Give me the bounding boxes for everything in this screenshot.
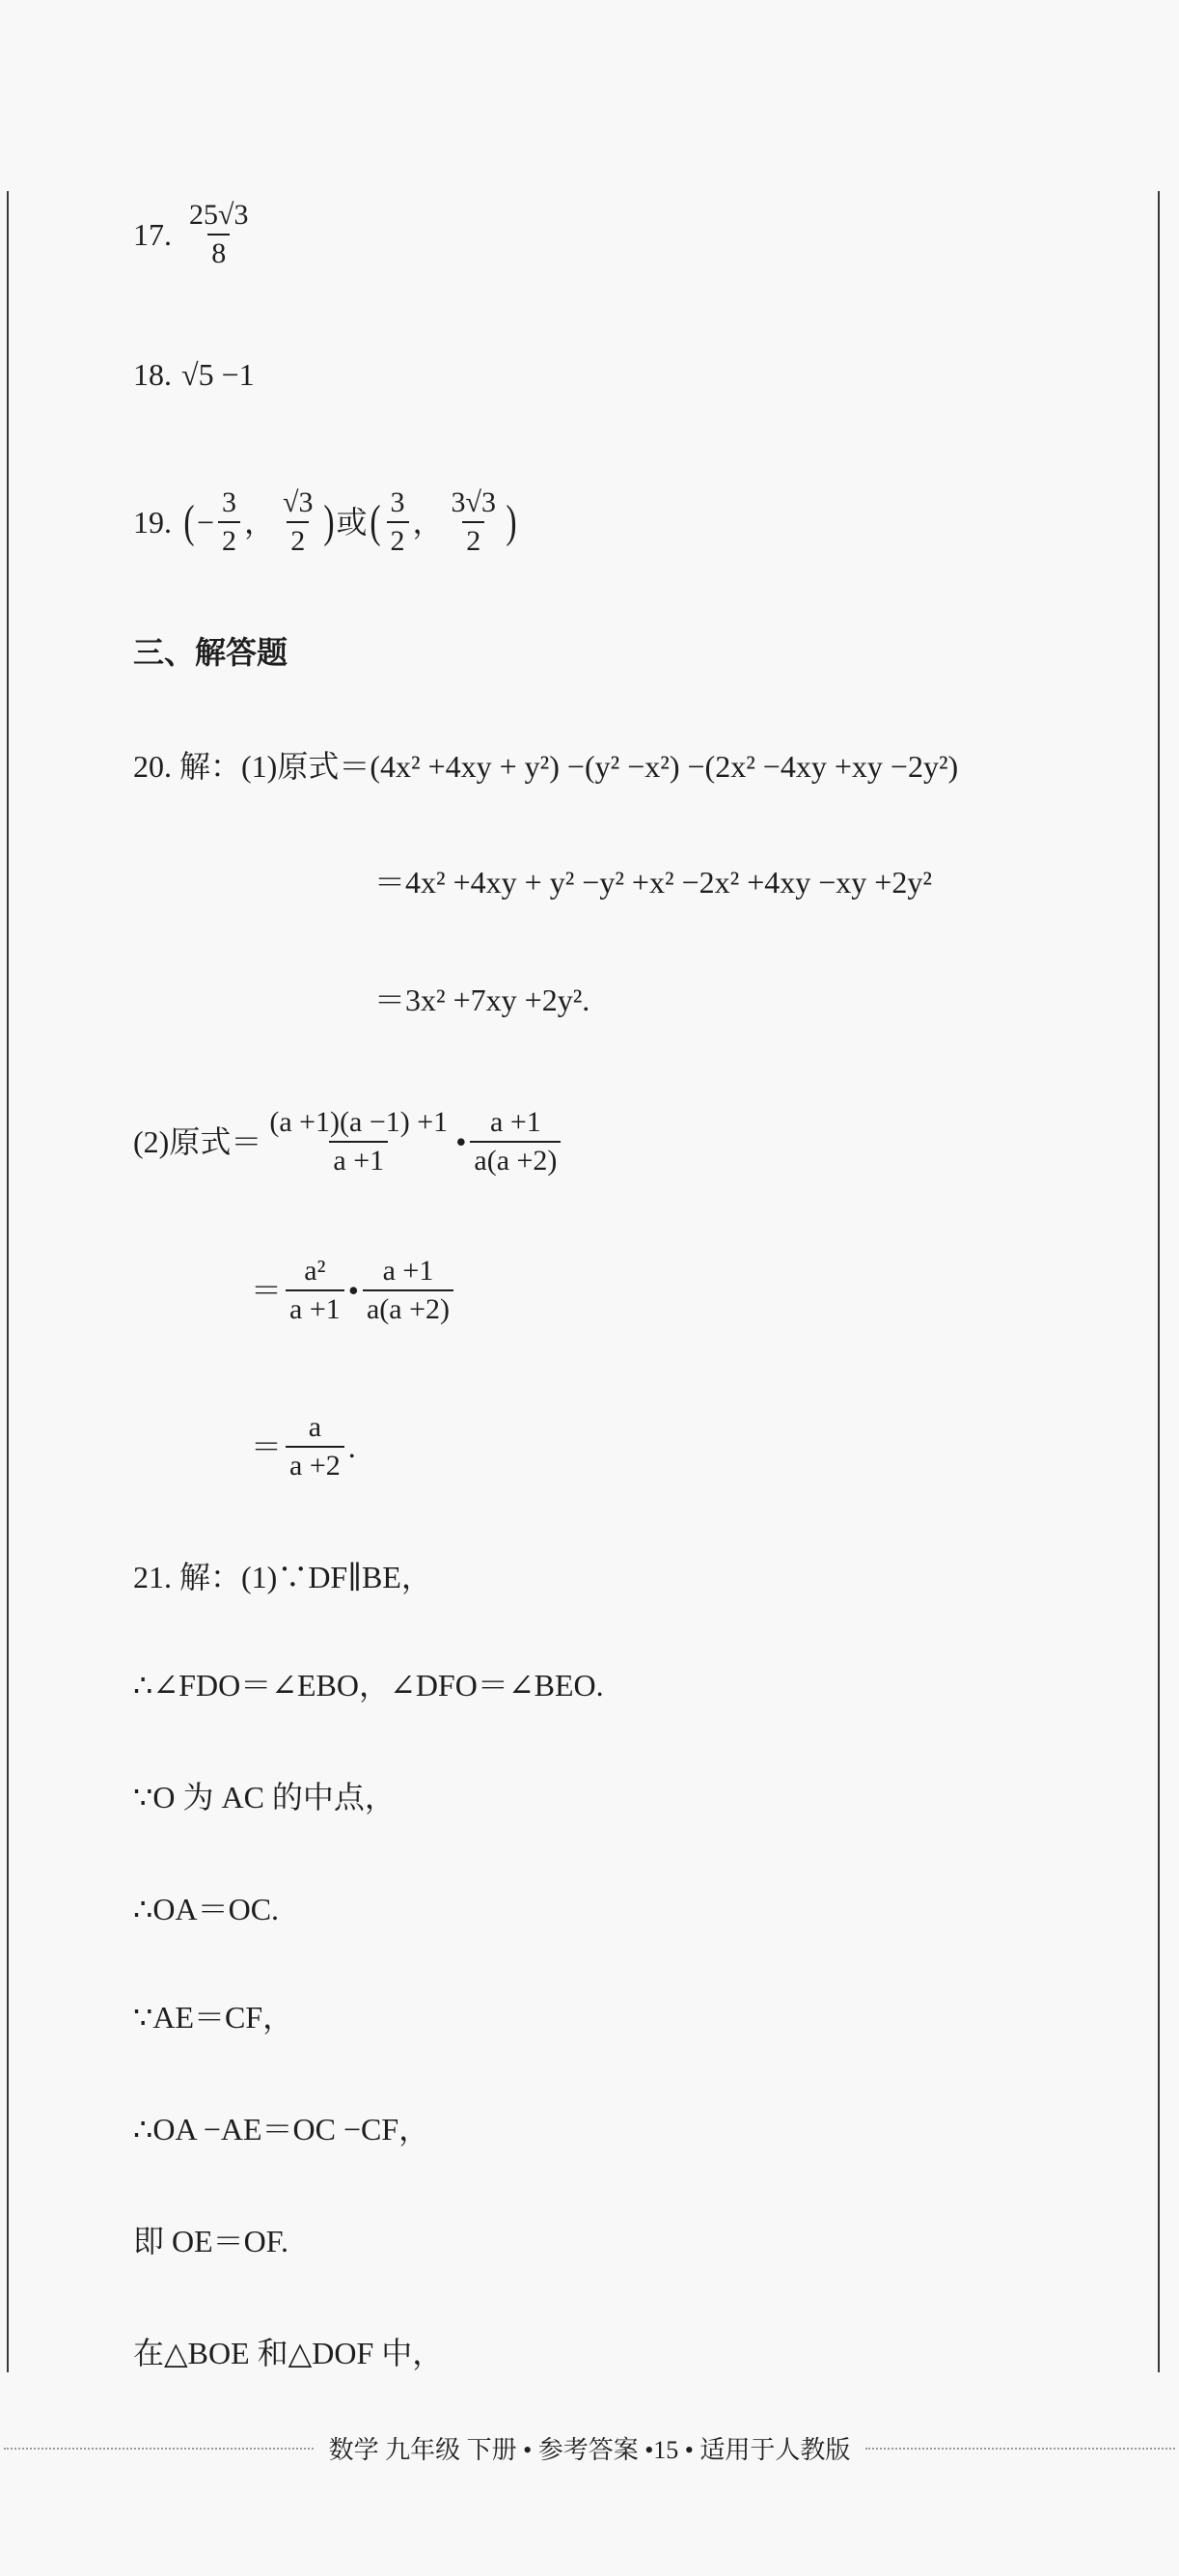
frac-denominator: a(a +2) [470,1141,561,1176]
q20-part-2 [133,1108,564,1176]
answer-19 [133,488,519,556]
multiply-dot: • [347,1273,359,1308]
q21-line-6: ∴OA −AE＝OC −CF， [133,2112,430,2147]
frac-denominator: a(a +2) [363,1289,453,1324]
q20-line-1: 20. 解：(1)原式＝(4x² +4xy + y²) −(y² −x²) −(2x² −4xy +xy −2y²) [133,749,959,784]
answer-18-expression: √5 −1 [181,357,255,392]
frac-numerator: 3 [222,486,237,518]
frac-denominator: a +1 [329,1141,388,1176]
answer-19-frac-3 [387,488,409,556]
frac-denominator: 2 [462,521,484,556]
right-margin-rule [1158,191,1160,2372]
footer-dotted-rule-right [865,2448,1175,2450]
frac-denominator: 2 [387,521,409,556]
frac-numerator: √3 [283,486,314,518]
left-paren: ( [183,496,195,547]
q21-line-7: 即 OE＝OF. [133,2224,289,2258]
frac-numerator: 3√3 [451,486,496,518]
answer-17-numerator: 25√3 [189,199,249,231]
frac-denominator: 2 [287,521,309,556]
footer-dotted-rule-left [4,2448,314,2450]
q20-p2-frac-2 [470,1108,561,1176]
answer-18 [133,359,255,390]
q20-p2-frac-1 [265,1108,452,1176]
q21-line-3: ∵O 为 AC 的中点， [133,1780,396,1814]
q20-line-2: ＝4x² +4xy + y² −y² +x² −2x² +4xy −xy +2y² [374,865,932,900]
q20-p3-frac-1 [286,1257,344,1324]
q21-line-8: 在△BOE 和△DOF 中， [133,2336,444,2370]
answer-19-frac-1 [218,488,240,556]
left-margin-rule [7,191,9,2372]
answer-17 [133,201,256,268]
minus-sign: − [196,505,215,540]
page-footer [0,2430,1179,2466]
q21-line-1: 21. 解：(1)∵DF∥BE， [133,1560,432,1594]
q21-line-4: ∴OA＝OC. [133,1892,280,1926]
answer-17-number: 17. [133,217,172,252]
frac-numerator: a [308,1411,322,1443]
q20-p3-frac-2 [363,1257,453,1324]
part-2-label: (2)原式＝ [133,1124,262,1159]
answer-18-number: 18. [133,357,172,392]
left-paren: ( [369,496,381,547]
answer-17-denominator: 8 [207,234,230,268]
right-paren: ) [506,496,517,547]
frac-numerator: a +1 [490,1106,541,1138]
section-title: 三、解答题 [133,634,288,671]
q20-part-2-step-3 [251,1413,356,1481]
frac-numerator: a +1 [382,1255,434,1287]
equals-sign: ＝ [251,1273,283,1308]
answer-19-frac-4 [448,488,500,556]
footer-text: 数学 九年级 下册 • 参考答案 •15 • 适用于人教版 [328,2436,851,2464]
answer-17-fraction [185,201,252,268]
or-word: 或 [336,505,368,540]
right-paren: ) [322,496,335,547]
frac-denominator: 2 [218,521,240,556]
answer-19-frac-2 [279,488,316,556]
multiply-dot: • [455,1124,467,1159]
frac-denominator: a +1 [286,1289,344,1324]
q20-part-2-step-2 [251,1257,457,1324]
period: . [347,1429,356,1464]
frac-numerator: (a +1)(a −1) +1 [269,1106,449,1138]
frac-denominator: a +2 [286,1446,344,1481]
equals-sign: ＝ [251,1429,283,1464]
answer-19-number: 19. [133,505,172,540]
comma: ， [244,505,276,540]
q20-p4-frac [286,1413,344,1481]
q21-line-5: ∵AE＝CF， [133,2000,294,2035]
q20-line-3: ＝3x² +7xy +2y². [374,983,590,1017]
frac-numerator: a² [304,1255,326,1287]
comma: ， [412,505,444,540]
frac-numerator: 3 [390,486,405,518]
q21-line-2: ∴∠FDO＝∠EBO，∠DFO＝∠BEO. [133,1668,604,1703]
